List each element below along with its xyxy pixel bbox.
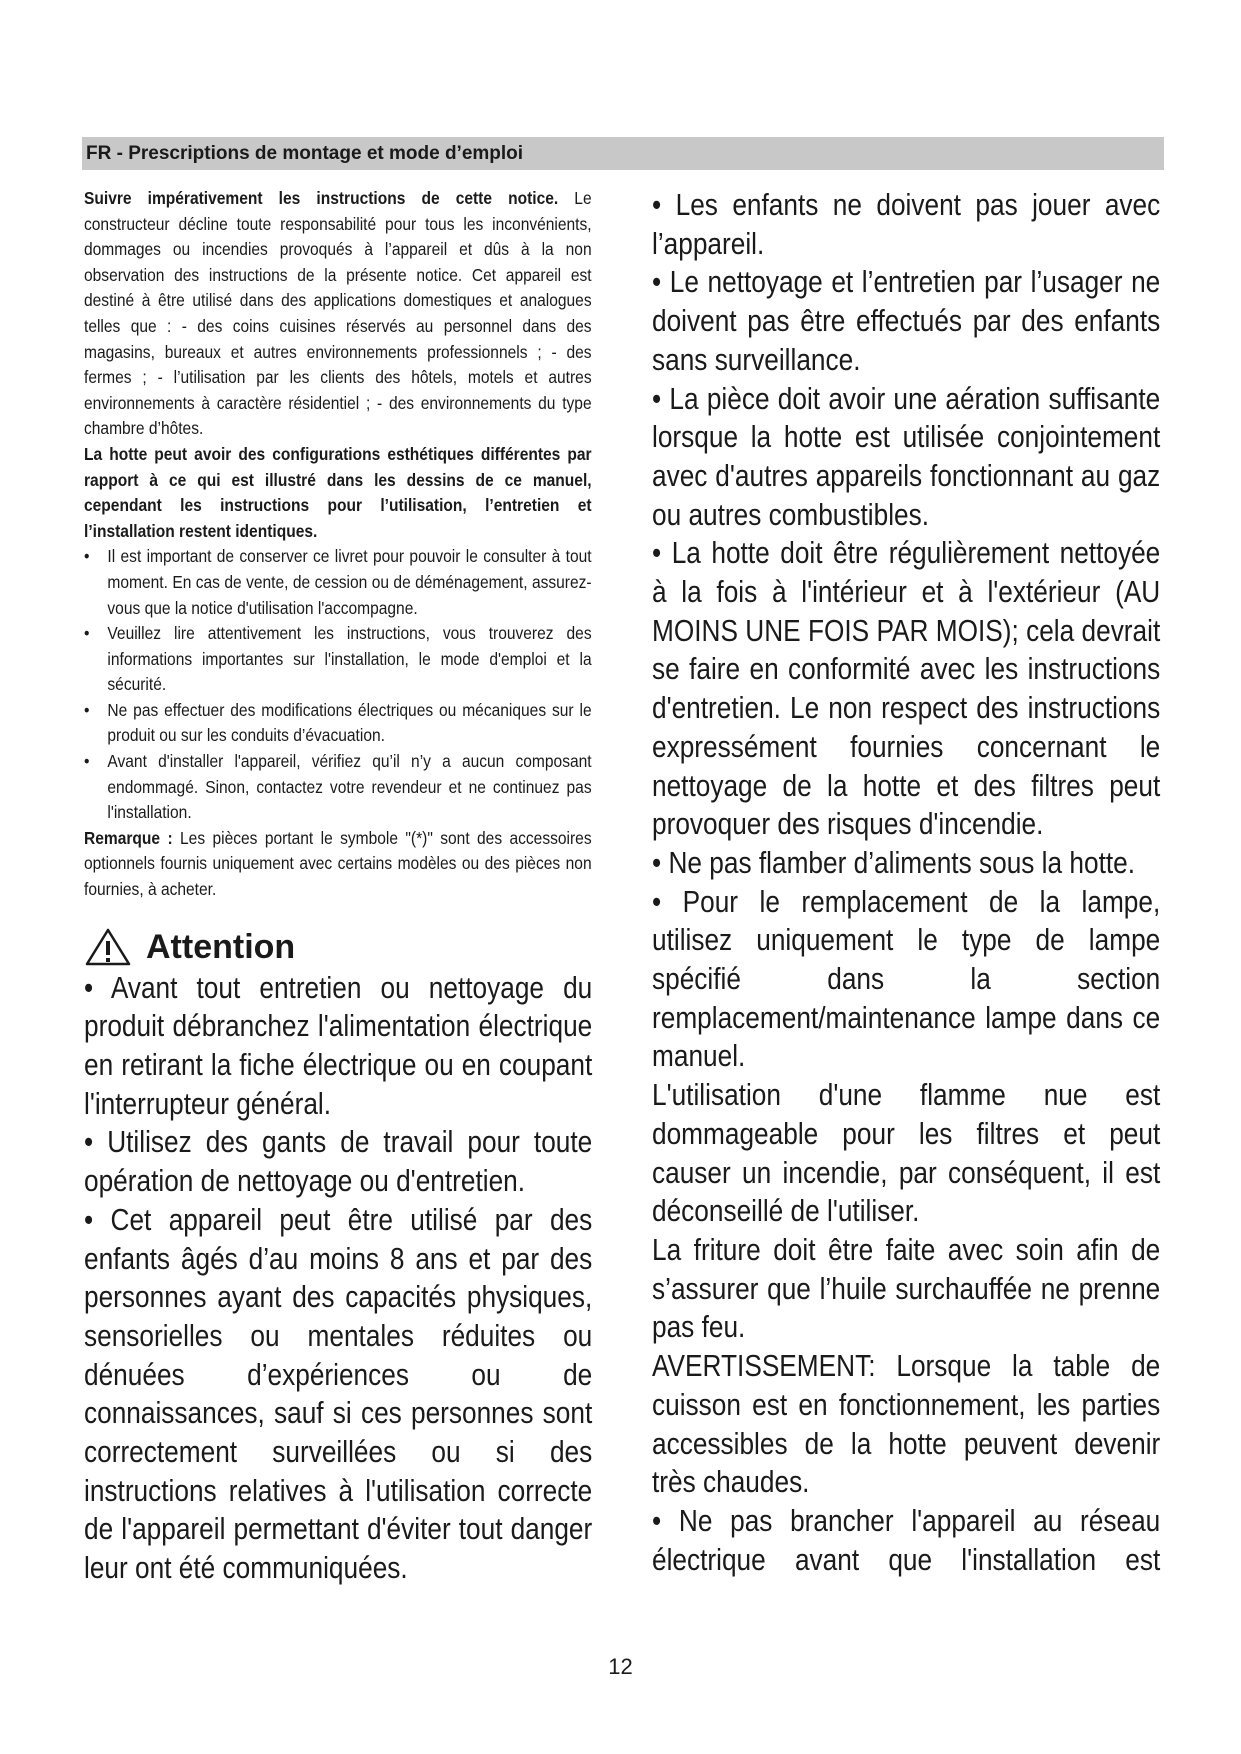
right-paragraph: L'utilisation d'une flamme nue est dommageable pour les filtres et peut causer un incendie, par conséquent, il est déconseillé de l'utiliser. [652,1078,1161,1229]
bullet-list [84,544,592,826]
right-paragraph: • Ne pas flamber d’aliments sous la hotte. [652,845,1136,880]
right-paragraph: La friture doit être faite avec soin afin de s’assurer que l’huile surchauffée ne prenne pas feu. [652,1232,1161,1345]
intro-bold: Suivre impérativement les instructions de cette notice. [84,188,559,208]
remark-paragraph [84,826,592,903]
warning-triangle-icon [84,927,132,967]
attention-paragraph: • Cet appareil peut être utilisé par des enfants âgés d’au moins 8 ans et par des personnes ayant des capacités physiques, sensorielles ou mentales réduites ou dénuées d’expériences ou de connaissances, sauf si ces personnes sont correctement surveillées ou si des instructions relatives à l'utilisation correcte de l'appareil permettant d'éviter tout danger leur ont été communiquées. [84,1202,593,1586]
intro-text: Le constructeur décline toute responsabilité pour tous les inconvénients, dommages ou incendies provoqués à l’appareil et dûs à la non observation des instructions de la présente notice. Cet appareil est destiné à être utilisé dans des applications domestiques et analogues telles que : - des coins cuisines réservés au personnel dans des magasins, bureaux et autres environnements professionnels ; - des fermes ; - l’utilisation par les clients des hôtels, motels et autres environnements à caractère résidentiel ; - des environnements du type chambre d’hôtes. [84,188,592,439]
right-paragraph: • La pièce doit avoir une aération suffisante lorsque la hotte est utilisée conjointement avec d'autres appareils fonctionnant au gaz ou autres combustibles. [652,381,1161,532]
right-paragraph: AVERTISSEMENT: Lorsque la table de cuisson est en fonctionnement, les parties accessibles de la hotte peuvent devenir très chaudes. [652,1349,1161,1500]
attention-paragraph: • Avant tout entretien ou nettoyage du produit débranchez l'alimentation électrique en retirant la fiche électrique ou en coupant l'interrupteur général. [84,970,593,1121]
remark-label: Remarque : [84,827,173,848]
config-bold: La hotte peut avoir des configurations esthétiques différentes par rapport à ce qui est illustré dans les dessins de ce manuel, cependant les instructions pour l’utilisation, l’entretien et l’installation restent identiques. [84,443,592,541]
right-paragraph: • Le nettoyage et l’entretien par l’usager ne doivent pas être effectués par des enfants sans surveillance. [652,265,1161,377]
config-paragraph [84,442,592,544]
right-column [652,186,1160,1579]
list-item: • Il est important de conserver ce livret pour pouvoir le consulter à tout moment. En cas de vente, de cession ou de déménagement, assurez-vous que la notice d'utilisation l'accompagne. [84,546,592,618]
left-column [84,186,592,1588]
list-item: • Avant d'installer l'appareil, vérifiez qu’il n’y a aucun composant endommagé. Sinon, contactez votre revendeur et ne continuez pas l'installation. [84,751,592,823]
right-paragraph: • Ne pas brancher l'appareil au réseau électrique avant que l'installation est [652,1503,1161,1577]
attention-paragraph: • Utilisez des gants de travail pour toute opération de nettoyage ou d'entretien. [84,1125,593,1199]
list-item: • Ne pas effectuer des modifications électriques ou mécaniques sur le produit ou sur les conduits d’évacuation. [84,699,592,746]
attention-heading [84,925,592,969]
right-paragraph: • La hotte doit être régulièrement nettoyée à la fois à l'intérieur et à l'extérieur (AU MOINS UNE FOIS PAR MOIS); cela devrait se faire en conformité avec les instructions d'entretien. Le non respect des instructions expressément fournies concernant le nettoyage de la hotte et des filtres peut provoquer des risques d'incendie. [652,536,1161,842]
remark-text: Les pièces portant le symbole "(*)" sont des accessoires optionnels fournis uniquement avec certains modèles ou des pièces non fournies, à acheter. [84,827,592,900]
right-paragraph: • Les enfants ne doivent pas jouer avec l’appareil. [652,188,1161,261]
intro-paragraph [84,186,592,442]
attention-title: Attention [146,927,296,966]
section-header: FR - Prescriptions de montage et mode d’emploi [82,137,1164,170]
right-paragraph: • Pour le remplacement de la lampe, utilisez uniquement le type de lampe spécifié dans la section remplacement/maintenance lampe dans ce manuel. [652,884,1161,1074]
page-number: 12 [608,1654,633,1679]
list-item: • Veuillez lire attentivement les instructions, vous trouverez des informations importantes sur l'installation, le mode d'emploi et la sécurité. [84,623,592,695]
